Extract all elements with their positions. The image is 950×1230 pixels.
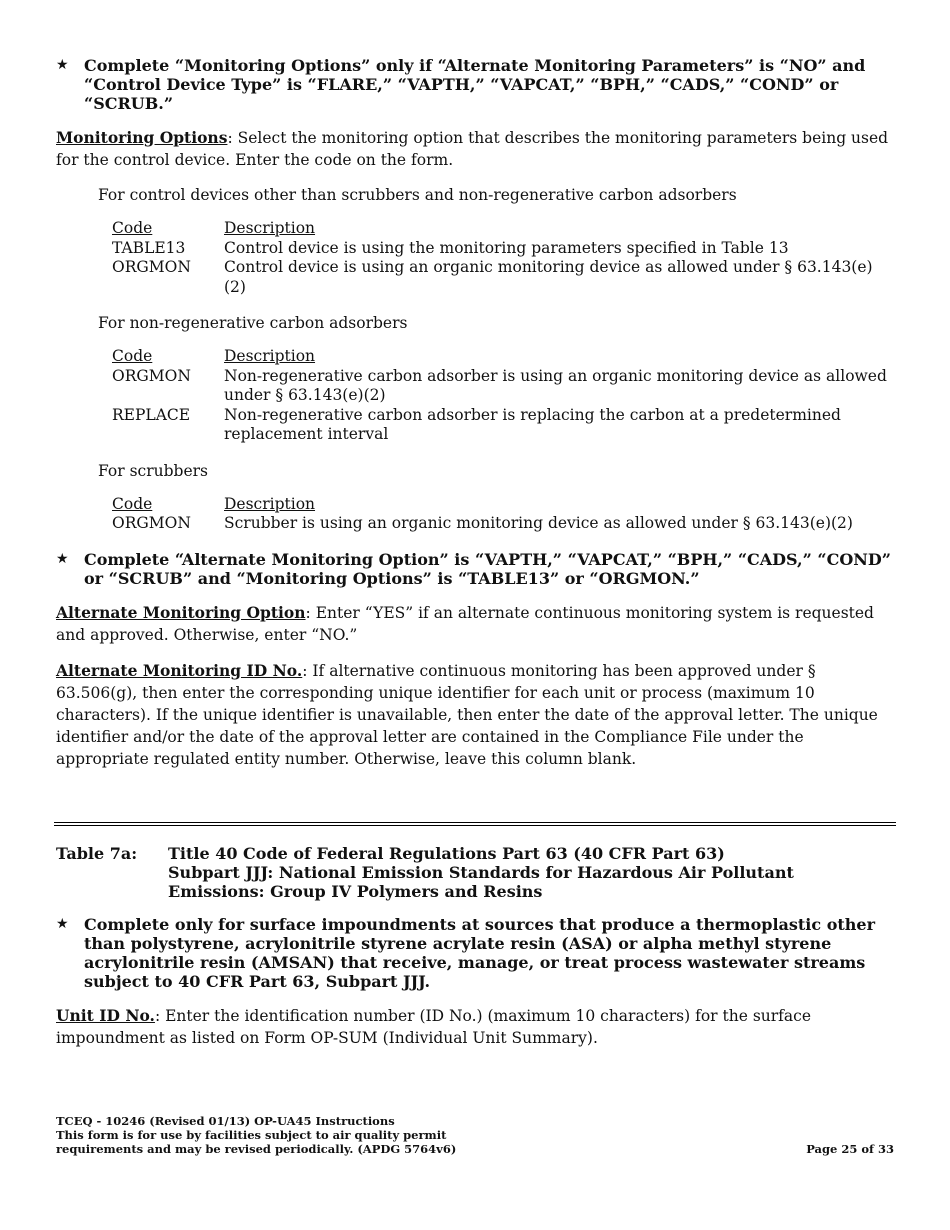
group-title: For control devices other than scrubbers and non-regenerative carbon adsorbers <box>98 186 737 204</box>
code-table <box>112 219 894 297</box>
code-cell: ORGMON <box>112 366 191 385</box>
code-cell: TABLE13 <box>112 238 186 257</box>
instruction-note <box>56 56 894 113</box>
table-header-row <box>112 495 853 515</box>
description-header: Description <box>224 494 316 513</box>
table-row <box>112 367 894 406</box>
table-label: Table 7a: <box>56 843 138 863</box>
term-heading: Monitoring Options <box>56 128 228 147</box>
code-table <box>112 347 894 445</box>
code-cell: REPLACE <box>112 405 191 424</box>
code-header: Code <box>112 219 153 237</box>
table-row <box>112 406 894 445</box>
monitoring-options-paragraph <box>56 127 894 171</box>
code-header: Code <box>112 494 153 513</box>
term-heading: Unit ID No. <box>56 1005 155 1025</box>
description-header: Description <box>224 219 316 237</box>
note-text: Complete “Alternate Monitoring Option” is “VAPTH,” “VAPCAT,” “BPH,” “CADS,” “COND” or “SCRUB” and “Monitoring Options” is “TABLE13” or “ORGMON.” <box>84 549 891 588</box>
code-cell: ORGMON <box>112 258 191 276</box>
footer-line: TCEQ - 10246 (Revised 01/13) OP-UA45 Instructions <box>56 1114 395 1128</box>
table-header-row <box>112 347 894 367</box>
code-table <box>112 495 853 534</box>
table-title-line: Subpart JJJ: National Emission Standards for Hazardous Air Pollutant <box>168 862 794 882</box>
term-heading: Alternate Monitoring Option <box>56 602 306 622</box>
description-header: Description <box>224 347 316 365</box>
description-cell: Non-regenerative carbon adsorber is using an organic monitoring device as allowed under § 63.143(e)(2) <box>224 366 887 404</box>
table-title <box>168 844 794 901</box>
section-divider <box>54 822 896 823</box>
paragraph-text: : Select the monitoring option that describes the monitoring parameters being used for the control device. Enter the code on the form. <box>56 129 889 169</box>
table-row <box>112 514 853 534</box>
instruction-note <box>56 550 894 588</box>
table-title-line: Emissions: Group IV Polymers and Resins <box>168 881 543 901</box>
star-icon: ★ <box>56 57 69 73</box>
code-group <box>98 185 894 534</box>
table-row <box>112 239 894 259</box>
table-header-row <box>112 219 894 239</box>
instruction-note <box>56 915 894 991</box>
paragraph-text: : If alternative continuous monitoring has been approved under § 63.506(g), then enter the corresponding unique identifier for each unit or process (maximum 10 characters). If the unique identifier is unavailable, then enter the date of the approval letter. The unique identifier and/or the date of the approval letter are contained in the Compliance File under the appropriate regulated entity number. Otherwise, leave this column blank. <box>56 661 878 768</box>
alternate-id-paragraph <box>56 660 894 770</box>
paragraph-text: : Enter “YES” if an alternate continuous monitoring system is requested and approved. Otherwise, enter “NO.” <box>56 603 874 644</box>
description-cell: Scrubber is using an organic monitoring device as allowed under § 63.143(e)(2) <box>224 514 853 532</box>
term-heading: Alternate Monitoring ID No. <box>56 660 303 680</box>
note-text: Complete “Monitoring Options” only if “Alternate Monitoring Parameters” is “NO” and “Control Device Type” is “FLARE,” “VAPTH,” “VAPCAT,” “BPH,” “CADS,” “COND” or “SCRUB.” <box>84 56 866 113</box>
code-cell: ORGMON <box>112 514 191 532</box>
note-text: Complete only for surface impoundments at sources that produce a thermoplastic other than polystyrene, acrylonitrile styrene acrylate resin (ASA) or alpha methyl styrene acrylonitrile resin (AMSAN) that receive, manage, or treat process wastewater streams subject to 40 CFR Part 63, Subpart JJJ. <box>84 914 875 991</box>
alternate-option-paragraph <box>56 602 894 646</box>
description-cell: Non-regenerative carbon adsorber is replacing the carbon at a predetermined replacement interval <box>224 405 841 443</box>
footer-line: This form is for use by facilities subject to air quality permit <box>56 1128 447 1142</box>
table-row <box>112 258 894 297</box>
page-footer <box>56 1114 894 1156</box>
star-icon: ★ <box>56 550 69 567</box>
table-heading <box>56 844 894 901</box>
unit-id-paragraph <box>56 1005 894 1049</box>
page-content <box>56 56 894 1063</box>
description-cell: Control device is using the monitoring parameters specified in Table 13 <box>224 238 789 257</box>
code-header: Code <box>112 347 153 365</box>
group-title: For non-regenerative carbon adsorbers <box>98 314 408 332</box>
star-icon: ★ <box>56 915 69 932</box>
description-cell: Control device is using an organic monitoring device as allowed under § 63.143(e)(2) <box>224 258 873 296</box>
footer-line: requirements and may be revised periodically. (APDG 5764v6) <box>56 1142 457 1156</box>
table-title-line: Title 40 Code of Federal Regulations Part 63 (40 CFR Part 63) <box>168 843 725 863</box>
paragraph-text: : Enter the identification number (ID No.) (maximum 10 characters) for the surface impoundment as listed on Form OP-SUM (Individual Unit Summary). <box>56 1006 812 1047</box>
group-title: For scrubbers <box>98 461 208 480</box>
section-divider <box>54 825 896 826</box>
page-number: Page 25 of 33 <box>806 1142 894 1156</box>
